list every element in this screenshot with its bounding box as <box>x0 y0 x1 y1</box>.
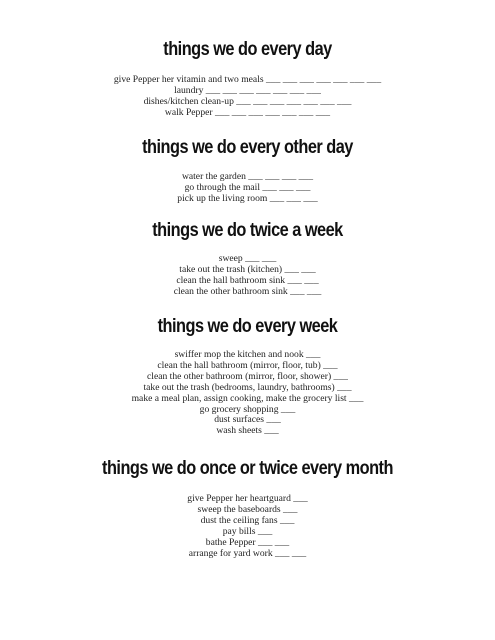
chore-item: laundry ___ ___ ___ ___ ___ ___ ___ <box>174 84 321 96</box>
chore-item: go grocery shopping ___ <box>199 403 296 415</box>
section-monthly <box>0 458 495 559</box>
chore-item: pick up the living room ___ ___ ___ <box>177 192 318 204</box>
chore-item: clean the other bathroom (mirror, floor, shower) ___ <box>147 370 348 382</box>
chore-item: clean the other bathroom sink ___ ___ <box>173 285 322 297</box>
chore-item: take out the trash (kitchen) ___ ___ <box>179 263 316 275</box>
chore-item: wash sheets ___ <box>216 425 279 437</box>
chore-item: swiffer mop the kitchen and nook ___ <box>174 349 321 360</box>
chore-list <box>0 254 495 298</box>
chore-item: sweep the baseboards ___ <box>197 503 298 515</box>
section-title: things we do twice a week <box>152 220 343 241</box>
section-title: things we do once or twice every month <box>102 458 393 479</box>
chore-item: make a meal plan, assign cooking, make the grocery list ___ <box>131 392 364 404</box>
chore-item: sweep ___ ___ <box>218 253 277 264</box>
chore-item: dust surfaces ___ <box>214 414 281 426</box>
section-every-week <box>0 316 495 437</box>
chore-item: go through the mail ___ ___ ___ <box>184 181 311 193</box>
chore-item: clean the hall bathroom (mirror, floor, tub) ___ <box>157 359 338 371</box>
chore-item: give Pepper her vitamin and two meals ___ ___ ___ ___ ___ ___ ___ <box>113 74 382 85</box>
section-title: things we do every other day <box>142 137 353 158</box>
chore-item: dishes/kitchen clean-up ___ ___ ___ ___ ___ ___ ___ <box>143 95 352 107</box>
chore-item: dust the ceiling fans ___ <box>200 514 295 526</box>
chore-list <box>0 494 495 559</box>
chore-item: bathe Pepper ___ ___ <box>205 536 290 548</box>
chore-item: water the garden ___ ___ ___ ___ <box>181 171 314 182</box>
chore-list <box>0 350 495 437</box>
chore-item: pay bills ___ <box>222 525 273 537</box>
chore-item: take out the trash (bedrooms, laundry, bathrooms) ___ <box>143 381 352 393</box>
section-title: things we do every week <box>157 316 338 337</box>
chore-item: give Pepper her heartguard ___ <box>187 493 308 504</box>
chore-list <box>0 172 495 205</box>
section-every-other-day <box>0 137 495 205</box>
section-twice-a-week <box>0 220 495 298</box>
chore-item: walk Pepper ___ ___ ___ ___ ___ ___ ___ <box>164 106 331 118</box>
chore-list <box>0 75 495 119</box>
chore-item: clean the hall bathroom sink ___ ___ <box>176 274 319 286</box>
section-every-day <box>0 39 495 119</box>
section-title: things we do every day <box>163 39 332 60</box>
chore-item: arrange for yard work ___ ___ <box>188 547 307 559</box>
